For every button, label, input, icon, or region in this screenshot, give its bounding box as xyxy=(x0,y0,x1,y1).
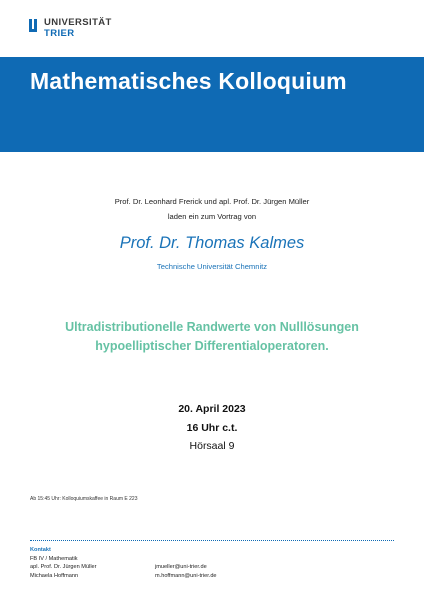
university-logo xyxy=(29,18,112,38)
coffee-note: Ab 15:45 Uhr: Kolloquiumskaffee in Raum E 223 xyxy=(30,496,138,502)
talk-title xyxy=(0,318,424,356)
logo-trier: TRIER xyxy=(44,27,75,39)
speaker-name: Prof. Dr. Thomas Kalmes xyxy=(119,234,305,252)
talk-title-line-2: hypoelliptischer Differentialoperatoren. xyxy=(95,339,329,353)
contact-email-1[interactable]: jmueller@uni-trier.de xyxy=(155,564,207,571)
logo-university: UNIVERSITÄT xyxy=(44,17,112,28)
footer-divider xyxy=(30,540,394,541)
talk-title-line-1: Ultradistributionelle Randwerte von Nulllösungen xyxy=(65,320,359,334)
event-date: 20. April 2023 xyxy=(178,403,246,415)
logo-text xyxy=(44,18,112,38)
contact-block xyxy=(30,546,97,580)
contact-person-2: Michaela Hoffmann xyxy=(30,572,79,579)
university-emblem-icon xyxy=(29,19,40,33)
hosts-line: Prof. Dr. Leonhard Frerick und apl. Prof. Dr. Jürgen Müller xyxy=(114,197,310,206)
contact-person-1: apl. Prof. Dr. Jürgen Müller xyxy=(30,564,97,571)
speaker-affiliation: Technische Universität Chemnitz xyxy=(156,262,268,271)
invitation-line: laden ein zum Vortrag von xyxy=(167,212,257,221)
event-room: Hörsaal 9 xyxy=(189,440,235,452)
contact-heading: Kontakt xyxy=(30,547,51,553)
contact-department: FB IV / Mathematik xyxy=(30,555,78,562)
contact-emails xyxy=(155,563,217,580)
contact-email-2[interactable]: m.hoffmann@uni-trier.de xyxy=(155,572,217,579)
page-title: Mathematisches Kolloquium xyxy=(30,68,347,94)
event-time: 16 Uhr c.t. xyxy=(186,422,238,434)
